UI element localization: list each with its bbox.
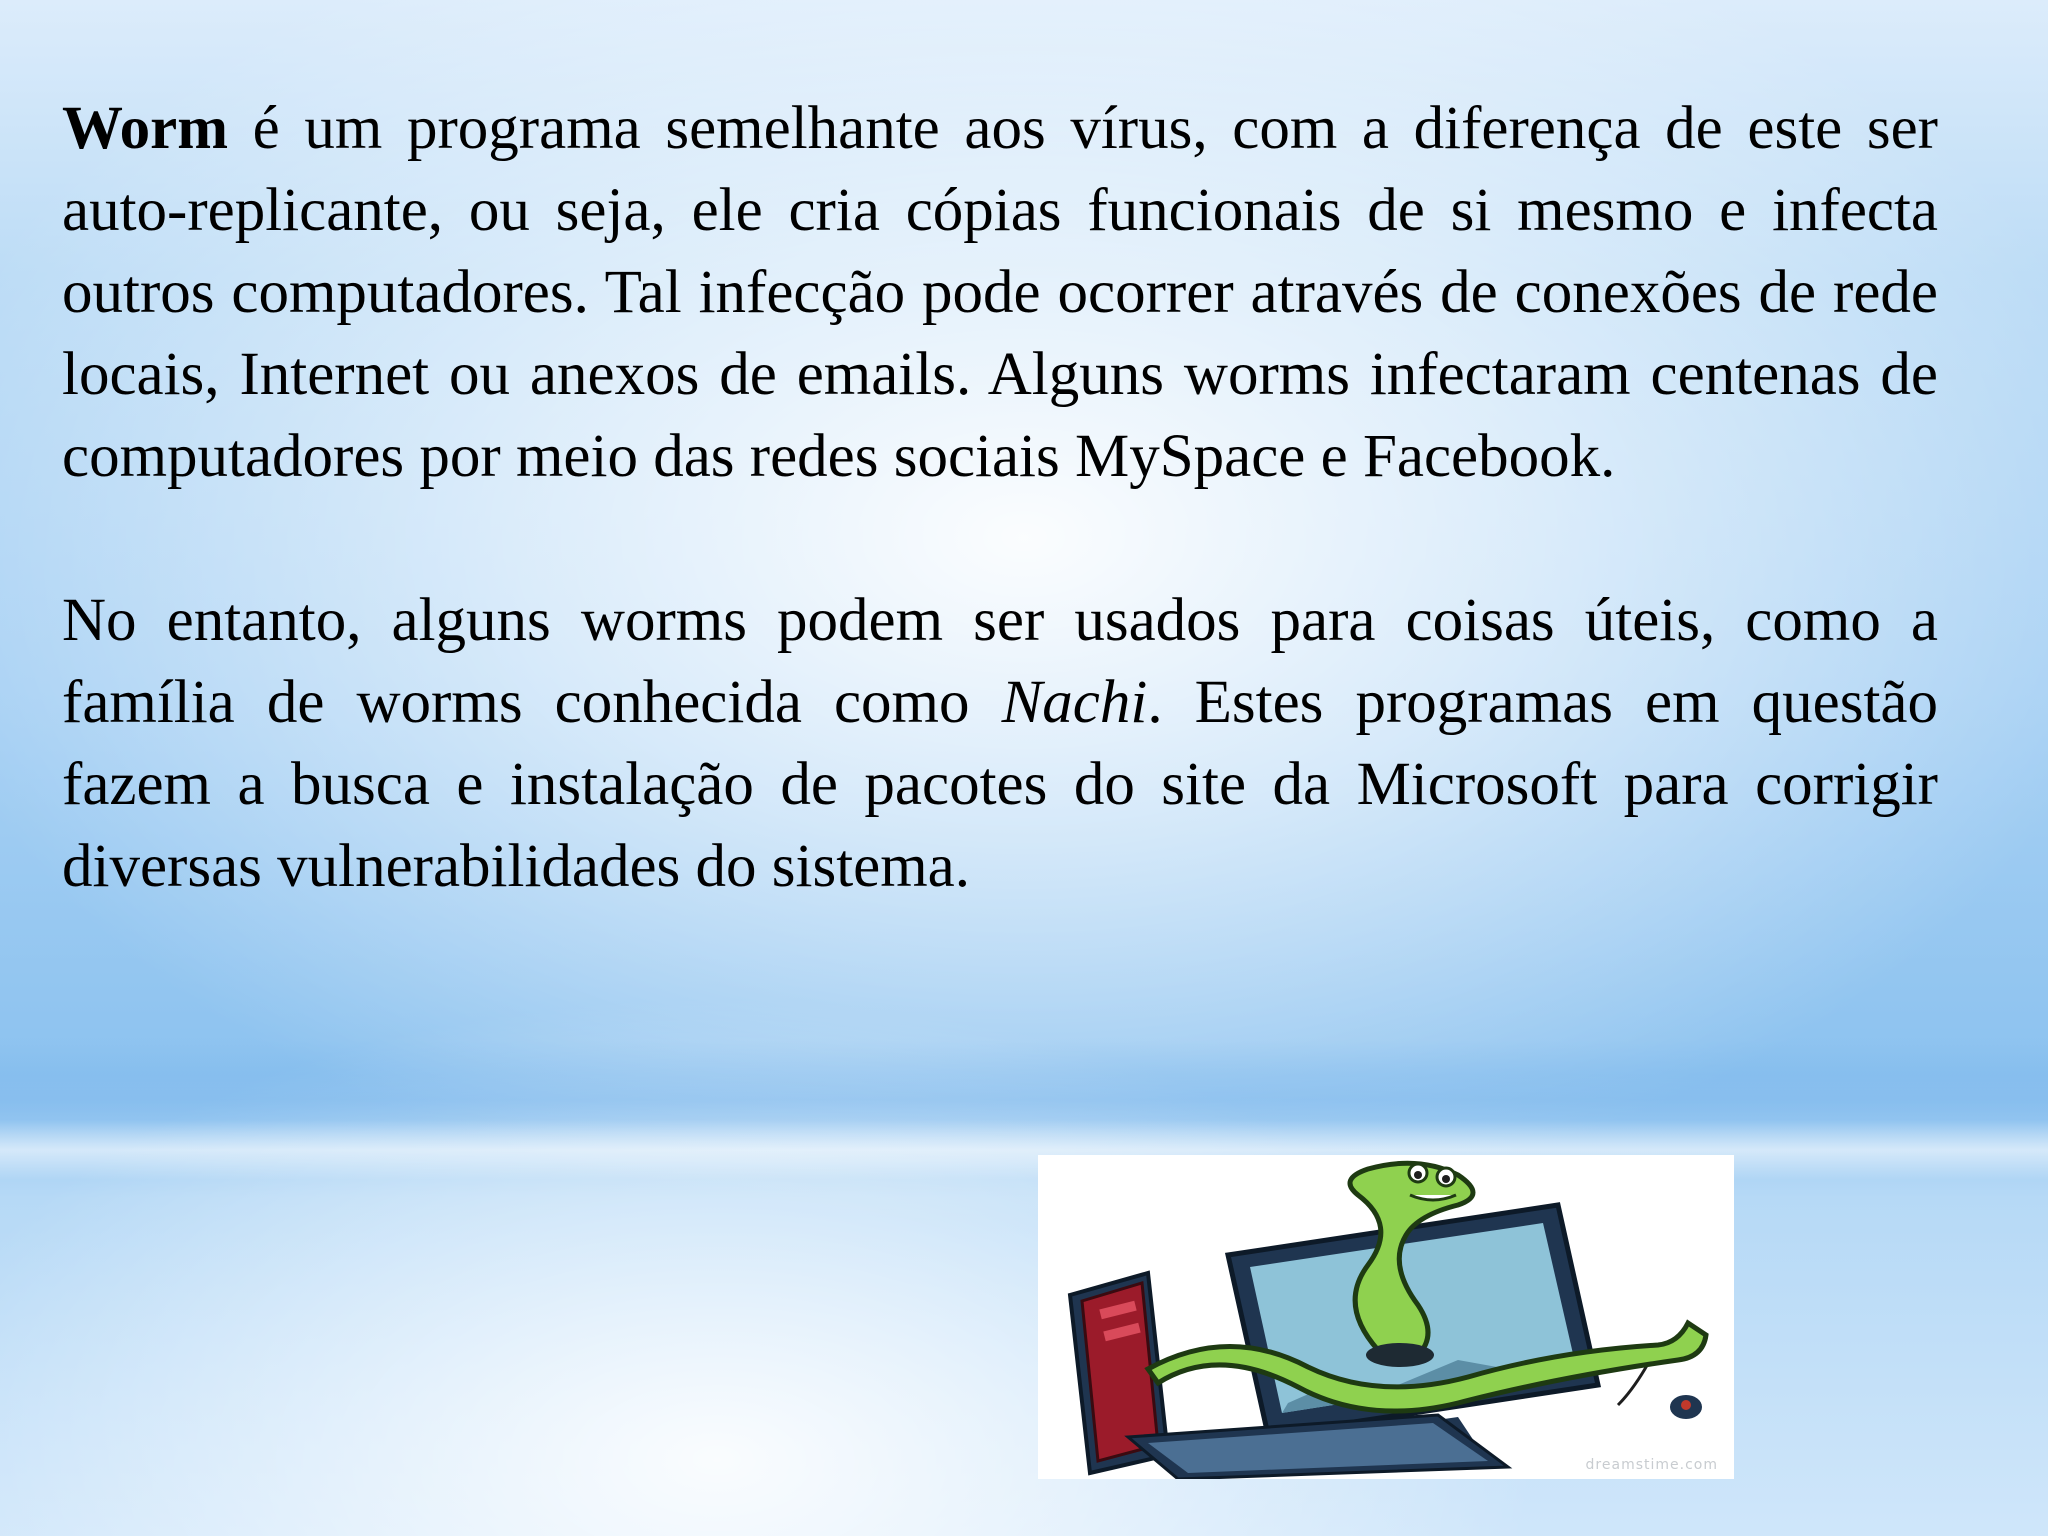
italic-term: Nachi [1001,669,1148,736]
paragraph-nachi [62,580,1938,908]
worm-emerging-from-computer-icon [1038,1155,1734,1479]
paragraph-2-text-after: . Estes programas em questão fazem a busca e instalação de pacotes do site da Microsoft para corrigir diversas vulnerabilidades do sistema. [62,669,1938,900]
background-streak [0,1040,2048,1160]
keyboard [1128,1415,1508,1479]
worm-computer-illustration [1038,1155,1734,1479]
illustration-watermark: dreamstime.com [1585,1457,1718,1473]
paragraph-1-text: é um programa semelhante aos vírus, com a diferença de este ser auto-replicante, ou seja, ele cria cópias funcionais de si mesmo e infecta outros computadores. Tal infecção pode ocorrer através de conexões de rede locais, Internet ou anexos de emails. Alguns worms infectaram centenas de computadores por meio das redes sociais MySpace e Facebook. [62,95,1938,490]
paragraph-worm-definition [62,88,1938,498]
bold-term: Worm [62,95,229,162]
slide-text [62,88,1938,908]
background-highlight [0,1120,2048,1180]
paragraph-2-text-before: No entanto, alguns worms podem ser usados para coisas úteis, como a família de worms conhecida como [62,587,1938,736]
